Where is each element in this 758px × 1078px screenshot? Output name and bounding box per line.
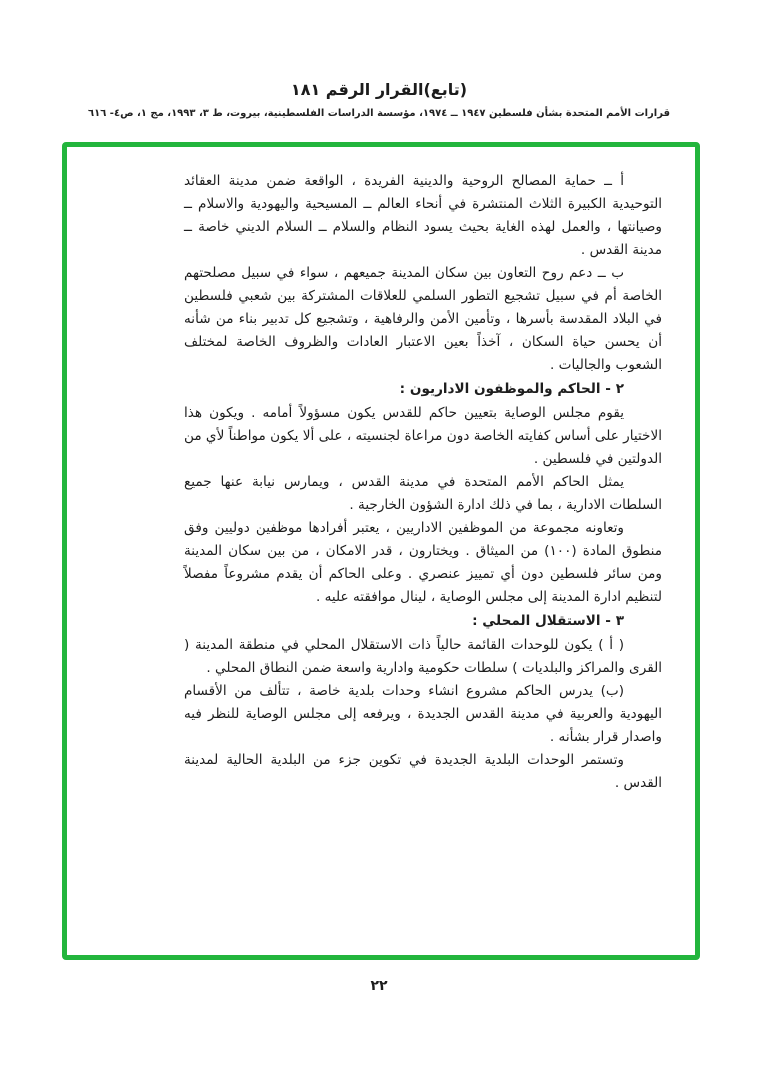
body-paragraph: وتستمر الوحدات البلدية الجديدة في تكوين جزء من البلدية الحالية لمدينة القدس . <box>184 752 662 791</box>
document-body <box>184 170 662 795</box>
body-paragraph: يقوم مجلس الوصاية بتعيين حاكم للقدس يكون مسؤولاً أمامه . ويكون هذا الاختيار على أساس كفايته الخاصة دون مراعاة لجنسيته ، على ألا يكون مواطناً لأي من الدولتين في فلسطين . <box>183 405 662 467</box>
section-heading-local-autonomy: ٣ - الاستقلال المحلي : <box>472 613 624 629</box>
citation-line: قرارات الأمم المتحدة بشأن فلسطين ١٩٤٧ ــ ١٩٧٤، مؤسسة الدراسات الفلسطينية، بيروت، ط ٣، ١٩٩٣، مج ١، ص٤- ٦١٦ <box>88 108 670 119</box>
body-paragraph: أ ــ حماية المصالح الروحية والدينية الفريدة ، الواقعة ضمن مدينة العقائد التوحيدية الكبيرة الثلاث المنتشرة في أنحاء العالم ــ المسيحية واليهودية والاسلام ــ وصيانتها ، والعمل لهذه الغاية بحيث يسود النظام والسلام ــ السلام الديني خاصة ــ مدينة القدس . <box>184 173 662 258</box>
body-paragraph: (ب) يدرس الحاكم مشروع انشاء وحدات بلدية خاصة ، تتألف من الأقسام اليهودية والعربية في مدينة القدس الجديدة ، ويرفعه إلى مجلس الوصاية للنظر فيه واصدار قرار بشأنه . <box>184 683 662 745</box>
section-heading-governor: ٢ - الحاكم والموظفون الاداريون : <box>399 381 624 397</box>
body-paragraph: وتعاونه مجموعة من الموظفين الاداريين ، يعتبر أفرادها موظفين دوليين وفق منطوق المادة (١٠٠) من الميثاق . ويختارون ، قدر الامكان ، من بين سكان المدينة ومن سائر فلسطين دون أي تمييز عنصري . وعلى الحاكم أن يقدم مشروعاً مفصلاً لتنظيم ادارة المدينة إلى مجلس الوصاية ، لينال موافقته عليه . <box>184 520 662 605</box>
page-title: (تابع)القرار الرقم ١٨١ <box>290 80 468 99</box>
body-paragraph: ( أ ) يكون للوحدات القائمة حالياً ذات الاستقلال المحلي في منطقة المدينة ( القرى والمراكز والبلديات ) سلطات حكومية وادارية واسعة ضمن النطاق المحلي . <box>184 637 662 676</box>
page-number: ٢٢ <box>370 978 388 994</box>
body-paragraph: يمثل الحاكم الأمم المتحدة في مدينة القدس ، ويمارس نيابة عنها جميع السلطات الادارية ، بما في ذلك ادارة الشؤون الخارجية . <box>184 474 662 513</box>
body-paragraph: ب ــ دعم روح التعاون بين سكان المدينة جميعهم ، سواء في سبيل مصلحتهم الخاصة أم في سبيل تشجيع التطور السلمي للعلاقات المشتركة بين شعبي فلسطين في البلاد المقدسة بأسرها ، وتأمين الأمن والرفاهية ، وتشجيع كل تدبير بناء من شأنه أن يحسن حياة السكان ، آخذاً بعين الاعتبار العادات والظروف الخاصة لمختلف الشعوب والجاليات . <box>184 265 662 373</box>
